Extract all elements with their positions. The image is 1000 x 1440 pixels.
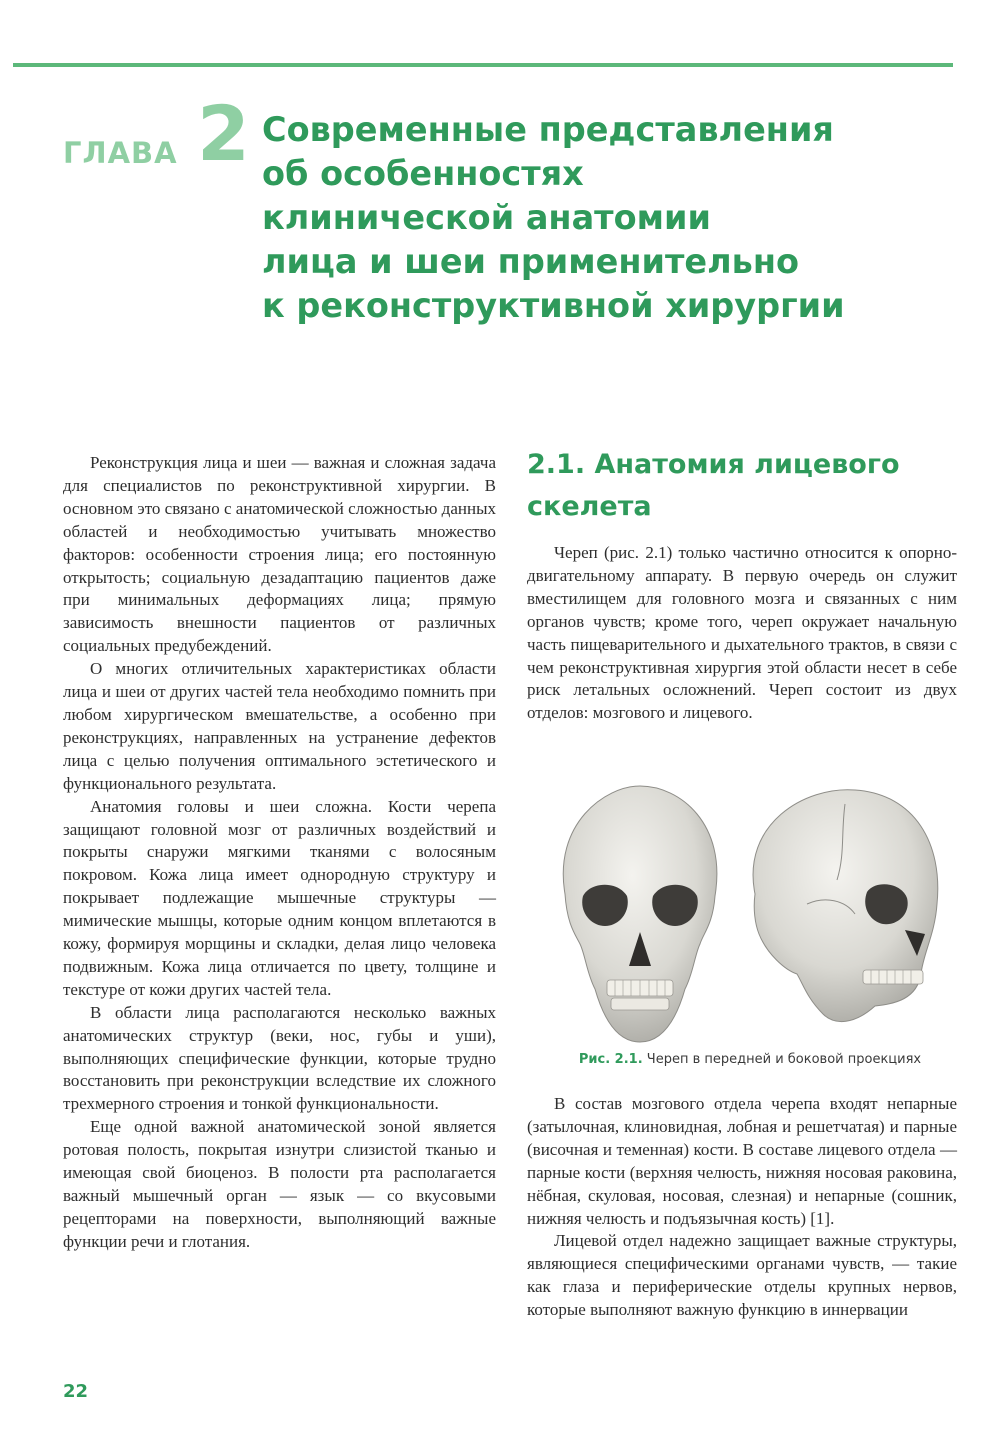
figure-caption [545, 1052, 955, 1067]
paragraph: Анатомия головы и шеи сложна. Кости черепа защищают головной мозг от различных воздействий и покрыты снаружи мягкими тканями с волосяным покровом. Кожа лица имеет однородную структуру и покрывает подлежащие мышечные структуры — мимические мышцы, которые одним концом вплетаются в кожу, формируя морщины и складки, делая лицо человека подвижным. Кожа лица отличается по цвету, толщине и текстуре от кожи других частей тела. [63, 796, 496, 999]
left-column [63, 452, 496, 1254]
paragraph: О многих отличительных характеристиках области лица и шеи от других частей тела необходимо помнить при любом хирургическом вмешательстве, а особенно при реконструкциях, направленных на устранение дефектов лица с целью получения оптимального эстетического и функционального результата. [63, 659, 496, 793]
paragraph: В состав мозгового отдела черепа входят непарные (затылочная, клиновидная, лобная и решетчатая) и парные (височная и теменная) кости. В составе лицевого отдела — парные кости (верхняя челюсть, нижняя носовая раковина, нёбная, скуловая, носовая, слезная) и непарные (сошник, нижняя челюсть и подъязычная кость) [1]. [527, 1094, 957, 1228]
chapter-title-line: об особенностях [262, 154, 584, 193]
skull-front-view [563, 786, 717, 1042]
skull-side-view [753, 790, 938, 1022]
paragraph: В области лица располагаются несколько важных анатомических структур (веки, нос, губы и уши), выполняющих специфические функции, которые трудно восстановить при реконструкции вследствие их сложного трехмерного строения и тонкой функциональности. [63, 1002, 496, 1114]
skull-illustration [545, 784, 955, 1046]
paragraph: Лицевой отдел надежно защищает важные структуры, являющиеся специфическими органами чувств, — такие как глаза и периферические отделы крупных нервов, которые выполняют важную функцию в иннервации [527, 1231, 957, 1320]
chapter-number: 2 [197, 89, 250, 178]
right-column-top [527, 542, 957, 725]
chapter-label: ГЛАВА [63, 136, 178, 170]
page-number: 22 [63, 1381, 89, 1402]
figure-skull [545, 784, 955, 1084]
chapter-title-line: лица и шеи применительно [262, 242, 800, 281]
figure-caption-text: Череп в передней и боковой проекциях [646, 1052, 922, 1067]
top-rule [13, 63, 953, 67]
section-heading: 2.1. Анатомия лицевого скелета [527, 449, 900, 522]
right-column-bottom [527, 1093, 957, 1322]
figure-label: Рис. 2.1. [578, 1052, 643, 1067]
chapter-title-line: Современные представления [262, 110, 834, 149]
paragraph: Реконструкция лица и шеи — важная и сложная задача для специалистов по реконструктивной хирургии. В основном это связано с анатомической сложностью данных областей и необходимостью учитывать множество факторов: особенности строения лица; его постоянную открытость; социальную дезадаптацию пациентов даже при минимальных деформациях лица; прямую зависимость внешности пациентов от различных социальных предубеждений. [63, 453, 496, 656]
paragraph: Череп (рис. 2.1) только частично относится к опорно-двигательному аппарату. В первую очередь он служит вместилищем для головного мозга и связанных с ним органов чувств; кроме того, череп окружает начальную часть пищеварительного и дыхательного трактов, в связи с чем реконструктивная хирургия этой области несет в себе риск летальных осложнений. Череп состоит из двух отделов: мозгового и лицевого. [527, 543, 957, 723]
paragraph: Еще одной важной анатомической зоной является ротовая полость, покрытая изнутри слизистой тканью и имеющая свой биоценоз. В полости рта располагается важный мышечный орган — язык — со вкусовыми рецепторами на поверхности, выполняющий важные функции речи и глотания. [63, 1117, 496, 1251]
chapter-title [262, 108, 922, 328]
chapter-title-line: к реконструктивной хирургии [262, 286, 845, 325]
chapter-title-line: клинической анатомии [262, 198, 711, 237]
